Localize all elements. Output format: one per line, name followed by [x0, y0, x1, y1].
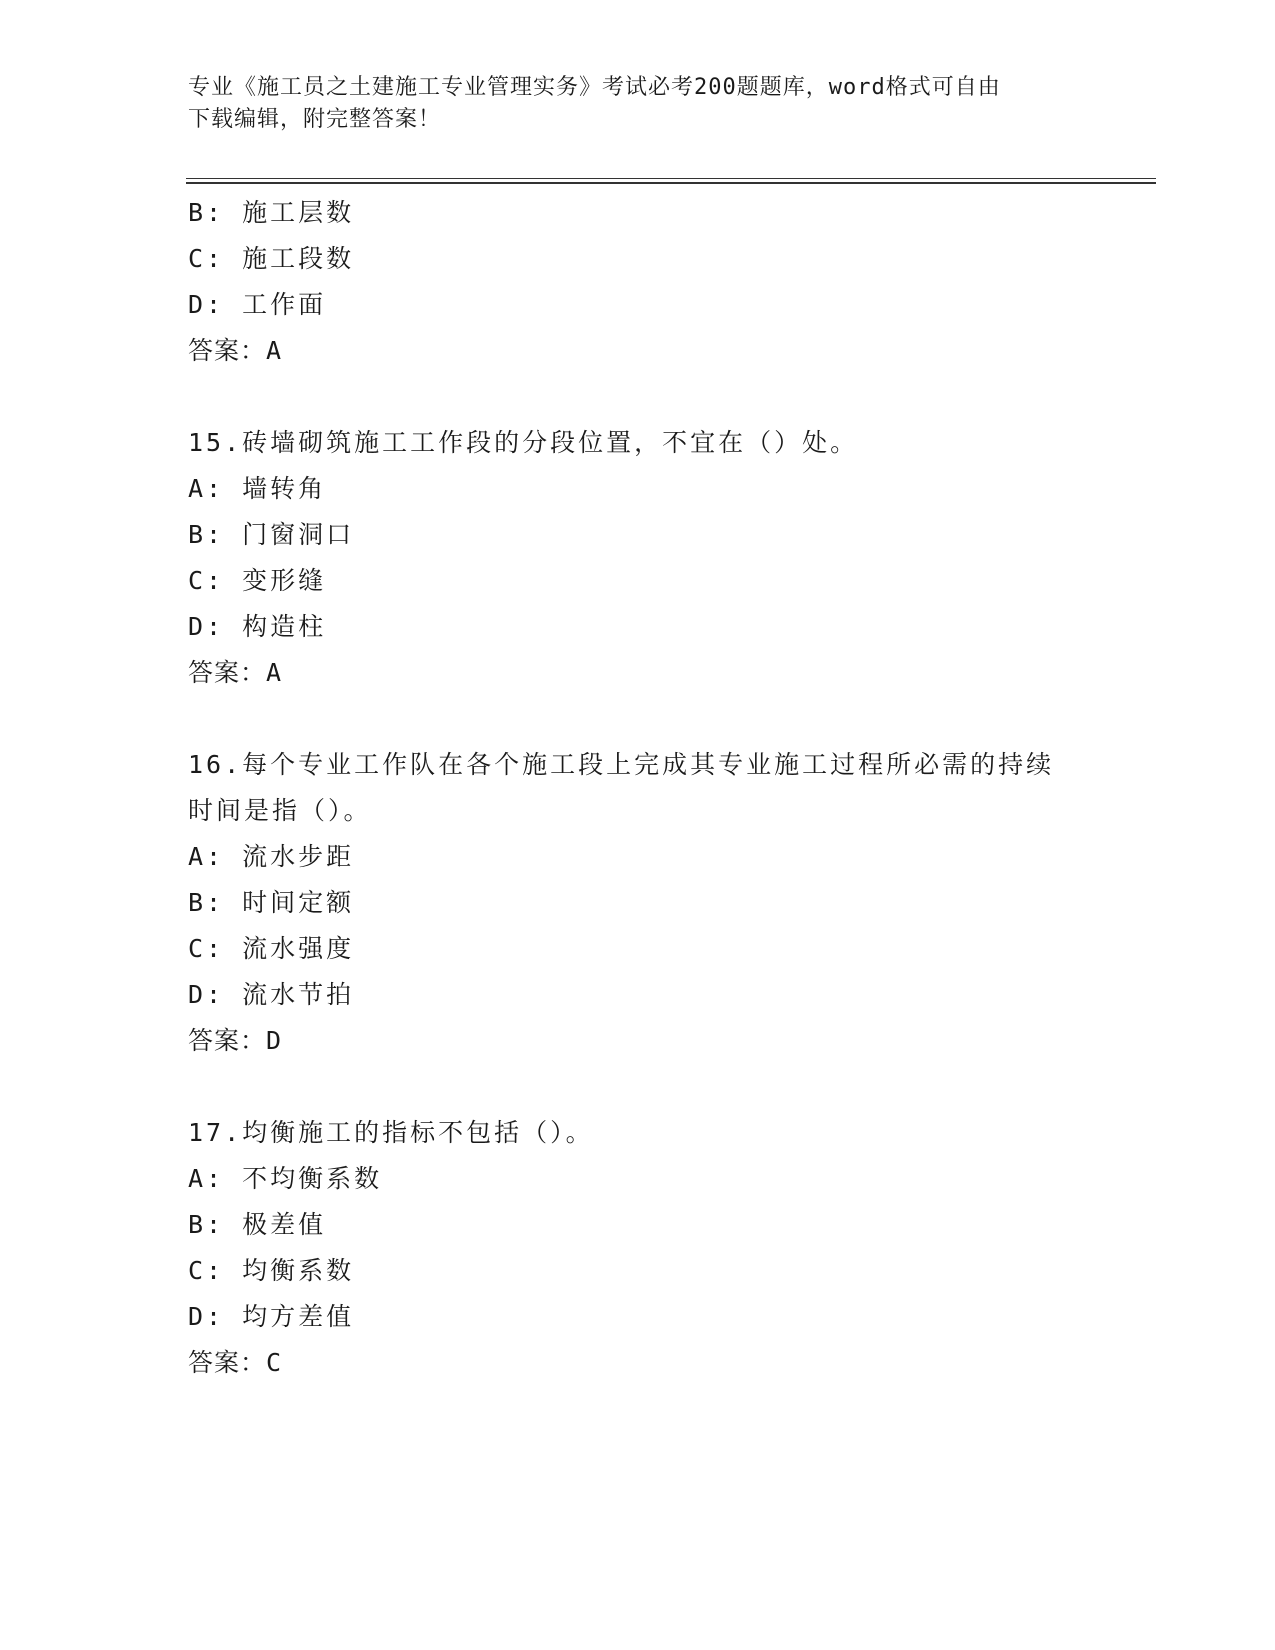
header-rule-thick [186, 182, 1156, 184]
header-line-1: 专业《施工员之土建施工专业管理实务》考试必考200题题库，word格式可自由 [188, 75, 1001, 100]
option-b: B: 时间定额 [188, 888, 355, 917]
document-header [188, 72, 1088, 136]
option-d: D: 工作面 [188, 290, 327, 319]
question-15 [188, 420, 1088, 696]
option-a: A: 流水步距 [188, 842, 355, 871]
question-17 [188, 1110, 1088, 1386]
header-rule-thin [186, 178, 1156, 179]
option-c: C: 变形缝 [188, 566, 327, 595]
option-a: A: 墙转角 [188, 474, 327, 503]
question-text-line-2: 时间是指（）。 [188, 796, 372, 825]
answer: 答案：D [188, 1026, 283, 1055]
question-text: 17.均衡施工的指标不包括（）。 [188, 1118, 594, 1147]
header-line-2: 下载编辑，附完整答案！ [188, 107, 442, 132]
option-c: C: 流水强度 [188, 934, 355, 963]
answer: 答案：A [188, 336, 283, 365]
question-14-continued [188, 190, 1088, 374]
question-list [188, 190, 1088, 1386]
option-d: D: 构造柱 [188, 612, 327, 641]
option-b: B: 施工层数 [188, 198, 355, 227]
spacer [188, 1064, 1088, 1110]
option-c: C: 均衡系数 [188, 1256, 355, 1285]
option-a: A: 不均衡系数 [188, 1164, 383, 1193]
spacer [188, 374, 1088, 420]
option-c: C: 施工段数 [188, 244, 355, 273]
question-text: 15.砖墙砌筑施工工作段的分段位置，不宜在（）处。 [188, 428, 859, 457]
option-d: D: 均方差值 [188, 1302, 355, 1331]
answer: 答案：C [188, 1348, 283, 1377]
question-16 [188, 742, 1088, 1064]
answer: 答案：A [188, 658, 283, 687]
option-d: D: 流水节拍 [188, 980, 355, 1009]
question-text-line-1: 16.每个专业工作队在各个施工段上完成其专业施工过程所必需的持续 [188, 750, 1055, 779]
spacer [188, 696, 1088, 742]
option-b: B: 极差值 [188, 1210, 327, 1239]
option-b: B: 门窗洞口 [188, 520, 355, 549]
